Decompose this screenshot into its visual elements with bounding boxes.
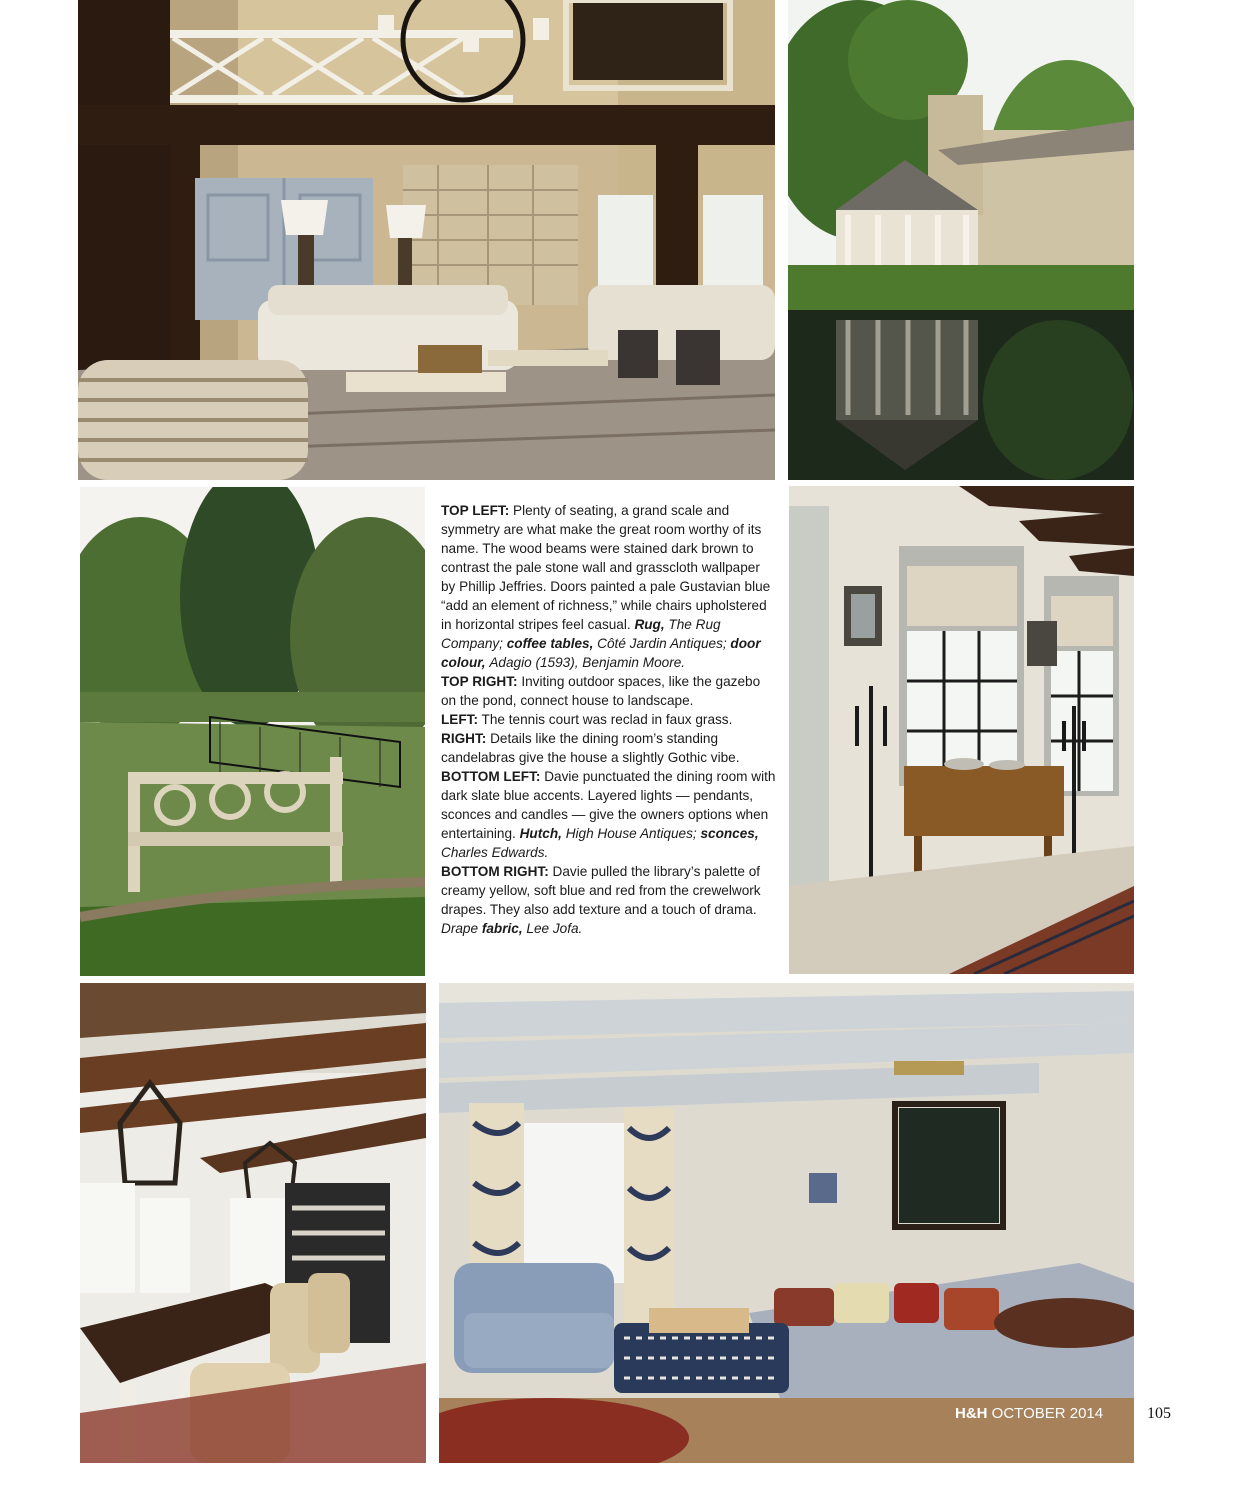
page-number: 105 (1147, 1405, 1171, 1422)
caption-bottom-right: BOTTOM RIGHT: Davie pulled the library’s palette of creamy yellow, soft blue and red from the crewelwork drapes. They also add texture and a touch of drama. Drape fabric, Lee Jofa. (441, 864, 761, 936)
photo-gazebo-pond (788, 0, 1134, 480)
photo-dining-room (80, 983, 426, 1463)
photo-dining-candelabras (789, 486, 1134, 974)
caption-bottom-left: BOTTOM LEFT: Davie punctuated the dining room with dark slate blue accents. Layered lights — pendants, sconces and candles — give the owners options when entertaining. Hutch, High House Antiques; sconces, Charles Edwards. (441, 769, 776, 860)
footer-brand: H&H (955, 1405, 988, 1422)
magazine-footer (955, 1405, 1103, 1422)
caption-top-left: TOP LEFT: Plenty of seating, a grand scale and symmetry are what make the great room worthy of its name. The wood beams were stained dark brown to contrast the pale stone wall and grasscloth wallpaper by Phillip Jeffries. Doors painted a pale Gustavian blue “add an element of richness,” while chairs upholstered in horizontal stripes feel casual. Rug, The Rug Company; coffee tables, Côté Jardin Antiques; door colour, Adagio (1593), Benjamin Moore. (441, 503, 771, 670)
caption-left: LEFT: The tennis court was reclad in faux grass. (441, 712, 733, 727)
photo-tennis-court (80, 487, 425, 976)
caption-right: RIGHT: Details like the dining room’s standing candelabras give the house a slightly Gothic vibe. (441, 731, 740, 765)
footer-issue: OCTOBER 2014 (991, 1405, 1104, 1422)
photo-great-room (78, 0, 775, 480)
caption-top-right: TOP RIGHT: Inviting outdoor spaces, like the gazebo on the pond, connect house to landscape. (441, 674, 761, 708)
photo-library (439, 983, 1134, 1463)
photo-captions (441, 501, 777, 938)
